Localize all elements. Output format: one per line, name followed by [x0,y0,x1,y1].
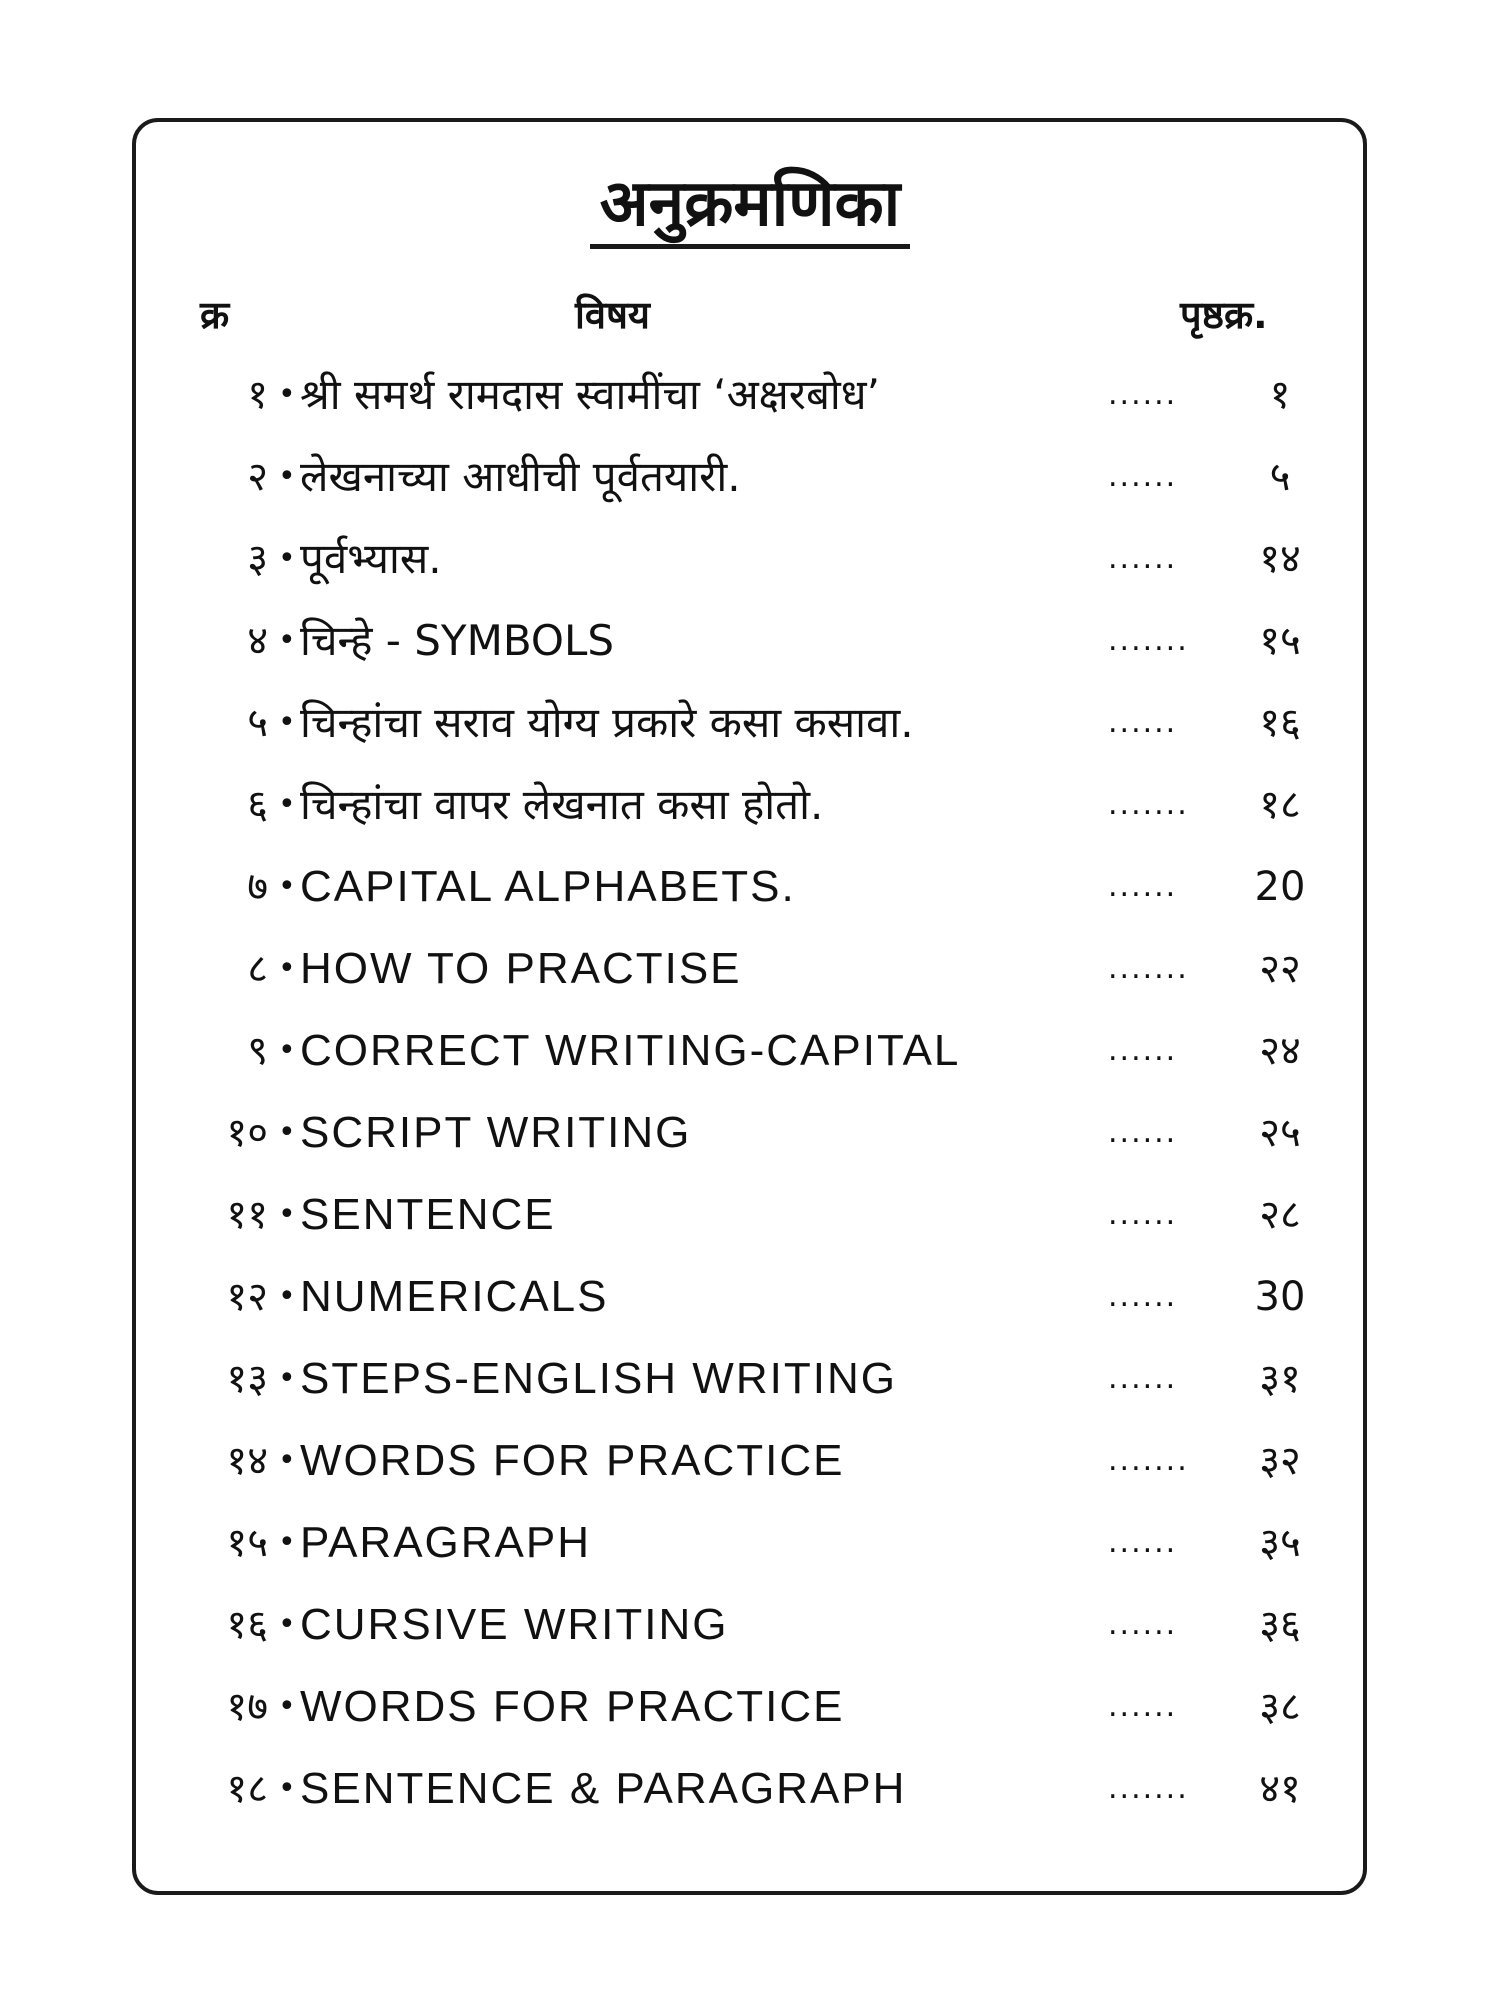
dot-leader: ....... [1108,951,1189,986]
entry-page-number: ३५ [1259,1520,1301,1566]
entry-title: CAPITAL ALPHABETS. [300,862,796,911]
dot-leader: ...... [1108,1689,1178,1724]
bullet-icon: • [278,541,296,576]
dot-leader: ...... [1108,1279,1178,1314]
entry-number: ६ [247,782,268,828]
dot-leader: ...... [1108,1361,1178,1396]
toc-entry [0,1349,1500,1409]
bullet-icon: • [278,1279,296,1314]
bullet-icon: • [278,1361,296,1396]
entry-title: लेखनाच्या आधीची पूर्वतयारी. [300,452,741,501]
entry-page-number: १४ [1259,536,1301,582]
bullet-icon: • [278,459,296,494]
dot-leader: ...... [1108,1115,1178,1150]
entry-title: WORDS FOR PRACTICE [300,1682,845,1731]
entry-number: ४ [247,618,268,664]
entry-title: HOW TO PRACTISE [300,944,742,993]
dot-leader: ...... [1108,869,1178,904]
table-of-contents [0,365,1500,1845]
entry-number: १४ [226,1438,268,1484]
bullet-icon: • [278,377,296,412]
toc-entry [0,1595,1500,1655]
entry-title: SENTENCE & PARAGRAPH [300,1764,907,1813]
entry-title: PARAGRAPH [300,1518,592,1567]
entry-number: १ [247,372,268,418]
bullet-icon: • [278,1115,296,1150]
column-header-page: पृष्ठक्र. [1180,293,1268,337]
entry-title: SCRIPT WRITING [300,1108,692,1157]
entry-title: श्री समर्थ रामदास स्वामींचा ‘अक्षरबोध’ [300,370,880,419]
entry-page-number: १ [1269,372,1291,418]
entry-number: ७ [247,864,268,910]
entry-page-number: १५ [1259,618,1301,664]
dot-leader: ....... [1108,1771,1189,1806]
entry-number: १८ [226,1766,268,1812]
entry-number: ५ [247,700,268,746]
entry-page-number: ५ [1269,454,1291,500]
toc-entry [0,1185,1500,1245]
bullet-icon: • [278,1689,296,1724]
toc-entry [0,1431,1500,1491]
toc-entry [0,365,1500,425]
entry-title: चिन्हे - SYMBOLS [300,616,615,665]
entry-title: चिन्हांचा सराव योग्य प्रकारे कसा कसावा. [300,698,914,747]
toc-entry [0,693,1500,753]
entry-page-number: 20 [1254,864,1306,910]
entry-number: ३ [247,536,268,582]
bullet-icon: • [278,1771,296,1806]
toc-entry [0,1513,1500,1573]
dot-leader: ...... [1108,377,1178,412]
entry-number: १० [226,1110,268,1156]
entry-title: WORDS FOR PRACTICE [300,1436,845,1485]
entry-title: SENTENCE [300,1190,556,1239]
entry-title: पूर्वभ्यास. [300,534,442,583]
entry-title: NUMERICALS [300,1272,609,1321]
dot-leader: ...... [1108,1197,1178,1232]
dot-leader: ...... [1108,1607,1178,1642]
entry-page-number: ३८ [1259,1684,1301,1730]
entry-title: STEPS-ENGLISH WRITING [300,1354,897,1403]
bullet-icon: • [278,951,296,986]
dot-leader: ....... [1108,787,1189,822]
column-header-subject: विषय [575,293,650,337]
toc-entry [0,529,1500,589]
bullet-icon: • [278,1197,296,1232]
dot-leader: ...... [1108,1033,1178,1068]
entry-number: १५ [226,1520,268,1566]
dot-leader: ...... [1108,541,1178,576]
toc-entry [0,775,1500,835]
toc-entry [0,1267,1500,1327]
entry-title: CURSIVE WRITING [300,1600,729,1649]
toc-entry [0,857,1500,917]
entry-page-number: २४ [1259,1028,1301,1074]
page-title [0,168,1500,249]
entry-page-number: 30 [1254,1274,1306,1320]
entry-number: २ [247,454,268,500]
entry-page-number: २५ [1259,1110,1301,1156]
bullet-icon: • [278,1525,296,1560]
entry-page-number: ३१ [1259,1356,1301,1402]
entry-number: ९ [247,1028,268,1074]
entry-number: ८ [247,946,268,992]
toc-entry [0,1103,1500,1163]
dot-leader: ...... [1108,1525,1178,1560]
bullet-icon: • [278,705,296,740]
toc-entry [0,611,1500,671]
entry-number: १२ [226,1274,268,1320]
entry-page-number: ३६ [1259,1602,1301,1648]
entry-page-number: ४१ [1259,1766,1301,1812]
page-title-text: अनुक्रमणिका [590,168,910,249]
dot-leader: ...... [1108,459,1178,494]
bullet-icon: • [278,787,296,822]
entry-page-number: २२ [1259,946,1301,992]
dot-leader: ....... [1108,623,1189,658]
entry-number: १६ [226,1602,268,1648]
entry-title: CORRECT WRITING-CAPITAL [300,1026,961,1075]
bullet-icon: • [278,1443,296,1478]
toc-entry [0,447,1500,507]
entry-number: ११ [226,1192,268,1238]
bullet-icon: • [278,1033,296,1068]
toc-entry [0,939,1500,999]
dot-leader: ...... [1108,705,1178,740]
toc-entry [0,1677,1500,1737]
toc-entry [0,1759,1500,1819]
entry-page-number: २८ [1259,1192,1301,1238]
bullet-icon: • [278,623,296,658]
entry-page-number: ३२ [1259,1438,1301,1484]
bullet-icon: • [278,869,296,904]
entry-number: १७ [226,1684,268,1730]
bullet-icon: • [278,1607,296,1642]
column-header-number: क्र [200,293,230,337]
entry-page-number: १६ [1259,700,1301,746]
dot-leader: ....... [1108,1443,1189,1478]
entry-page-number: १८ [1259,782,1301,828]
toc-entry [0,1021,1500,1081]
entry-title: चिन्हांचा वापर लेखनात कसा होतो. [300,780,824,829]
entry-number: १३ [226,1356,268,1402]
